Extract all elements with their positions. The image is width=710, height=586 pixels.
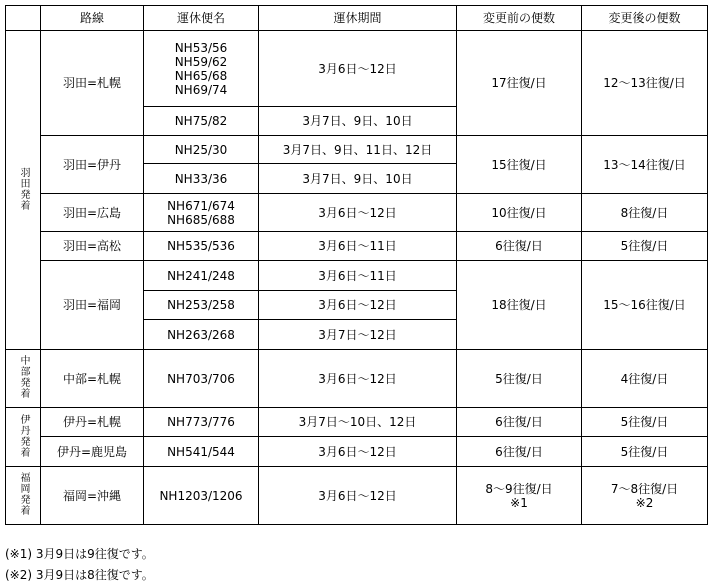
period-cell: 3月6日～12日 xyxy=(259,31,457,107)
after-value: 7～8往復/日 xyxy=(610,481,679,496)
group-cell-itami xyxy=(6,408,41,467)
before-cell: 5往復/日 xyxy=(457,350,582,408)
route-cell: 羽田=広島 xyxy=(41,194,144,232)
after-cell: 4往復/日 xyxy=(582,350,708,408)
after-cell: 8往復/日 xyxy=(582,194,708,232)
flights-cell: NH241/248 xyxy=(144,261,259,291)
footnote-1: (※1) 3月9日は9往復です。 xyxy=(5,547,154,561)
header-route: 路線 xyxy=(41,6,144,31)
before-value: 8～9往復/日 xyxy=(485,481,553,496)
route-cell: 伊丹=鹿児島 xyxy=(41,437,144,467)
flights-cell: NH541/544 xyxy=(144,437,259,467)
group-label: 伊丹発着 xyxy=(18,413,29,458)
table-row xyxy=(6,232,708,261)
after-cell: 5往復/日 xyxy=(582,408,708,437)
after-cell: 5往復/日 xyxy=(582,232,708,261)
table-row xyxy=(6,31,708,107)
flights-cell: NH75/82 xyxy=(144,107,259,136)
table-row xyxy=(6,437,708,467)
before-cell: 6往復/日 xyxy=(457,437,582,467)
table-row xyxy=(6,194,708,232)
flight-number: NH59/62 xyxy=(174,54,228,69)
flight-number: NH671/674 xyxy=(167,198,235,213)
flights-cell: NH253/258 xyxy=(144,291,259,320)
header-after: 変更後の便数 xyxy=(582,6,708,31)
after-cell: 5往復/日 xyxy=(582,437,708,467)
group-cell-fukuoka xyxy=(6,467,41,525)
after-cell: 12～13往復/日 xyxy=(582,31,708,136)
after-cell: 13～14往復/日 xyxy=(582,136,708,194)
flight-number: NH53/56 xyxy=(174,40,228,55)
footnote-2: (※2) 3月9日は8往復です。 xyxy=(5,568,154,582)
period-cell: 3月6日～12日 xyxy=(259,437,457,467)
footnote-mark: ※1 xyxy=(510,495,528,510)
route-cell: 羽田=札幌 xyxy=(41,31,144,136)
before-cell: 17往復/日 xyxy=(457,31,582,136)
header-row xyxy=(6,6,708,31)
table-row xyxy=(6,467,708,525)
flights-cell: NH25/30 xyxy=(144,136,259,164)
flight-number: NH69/74 xyxy=(174,82,228,97)
after-cell xyxy=(582,467,708,525)
flight-suspension-table xyxy=(5,5,708,525)
before-cell: 15往復/日 xyxy=(457,136,582,194)
route-cell: 福岡=沖縄 xyxy=(41,467,144,525)
group-label: 羽田発着 xyxy=(18,166,29,211)
period-cell: 3月7日～10日、12日 xyxy=(259,408,457,437)
footnote-mark: ※2 xyxy=(635,495,654,510)
flights-cell xyxy=(144,31,259,107)
before-cell: 6往復/日 xyxy=(457,408,582,437)
period-cell: 3月7日、9日、11日、12日 xyxy=(259,136,457,164)
before-cell: 18往復/日 xyxy=(457,261,582,350)
flight-number: NH685/688 xyxy=(167,212,235,227)
header-flights: 運休便名 xyxy=(144,6,259,31)
group-cell-chubu xyxy=(6,350,41,408)
group-cell-haneda xyxy=(6,31,41,350)
period-cell: 3月7日、9日、10日 xyxy=(259,164,457,194)
flights-cell: NH535/536 xyxy=(144,232,259,261)
before-cell: 6往復/日 xyxy=(457,232,582,261)
after-cell: 15～16往復/日 xyxy=(582,261,708,350)
route-cell: 羽田=伊丹 xyxy=(41,136,144,194)
period-cell: 3月6日～11日 xyxy=(259,232,457,261)
flights-cell: NH1203/1206 xyxy=(144,467,259,525)
table-row xyxy=(6,136,708,164)
table-row xyxy=(6,350,708,408)
flights-cell xyxy=(144,194,259,232)
flight-number: NH65/68 xyxy=(174,68,228,83)
period-cell: 3月6日～11日 xyxy=(259,261,457,291)
table-row xyxy=(6,261,708,291)
period-cell: 3月7日、9日、10日 xyxy=(259,107,457,136)
flights-cell: NH263/268 xyxy=(144,320,259,350)
flights-cell: NH703/706 xyxy=(144,350,259,408)
period-cell: 3月6日～12日 xyxy=(259,194,457,232)
before-cell xyxy=(457,467,582,525)
route-cell: 羽田=高松 xyxy=(41,232,144,261)
header-before: 変更前の便数 xyxy=(457,6,582,31)
period-cell: 3月6日～12日 xyxy=(259,350,457,408)
period-cell: 3月6日～12日 xyxy=(259,467,457,525)
flights-cell: NH33/36 xyxy=(144,164,259,194)
group-label: 福岡発着 xyxy=(18,472,29,516)
period-cell: 3月7日～12日 xyxy=(259,320,457,350)
header-period: 運休期間 xyxy=(259,6,457,31)
header-group xyxy=(6,6,41,31)
table-row xyxy=(6,408,708,437)
route-cell: 伊丹=札幌 xyxy=(41,408,144,437)
before-cell: 10往復/日 xyxy=(457,194,582,232)
group-label: 中部発着 xyxy=(18,355,29,399)
flights-cell: NH773/776 xyxy=(144,408,259,437)
period-cell: 3月6日～12日 xyxy=(259,291,457,320)
route-cell: 中部=札幌 xyxy=(41,350,144,408)
route-cell: 羽田=福岡 xyxy=(41,261,144,350)
